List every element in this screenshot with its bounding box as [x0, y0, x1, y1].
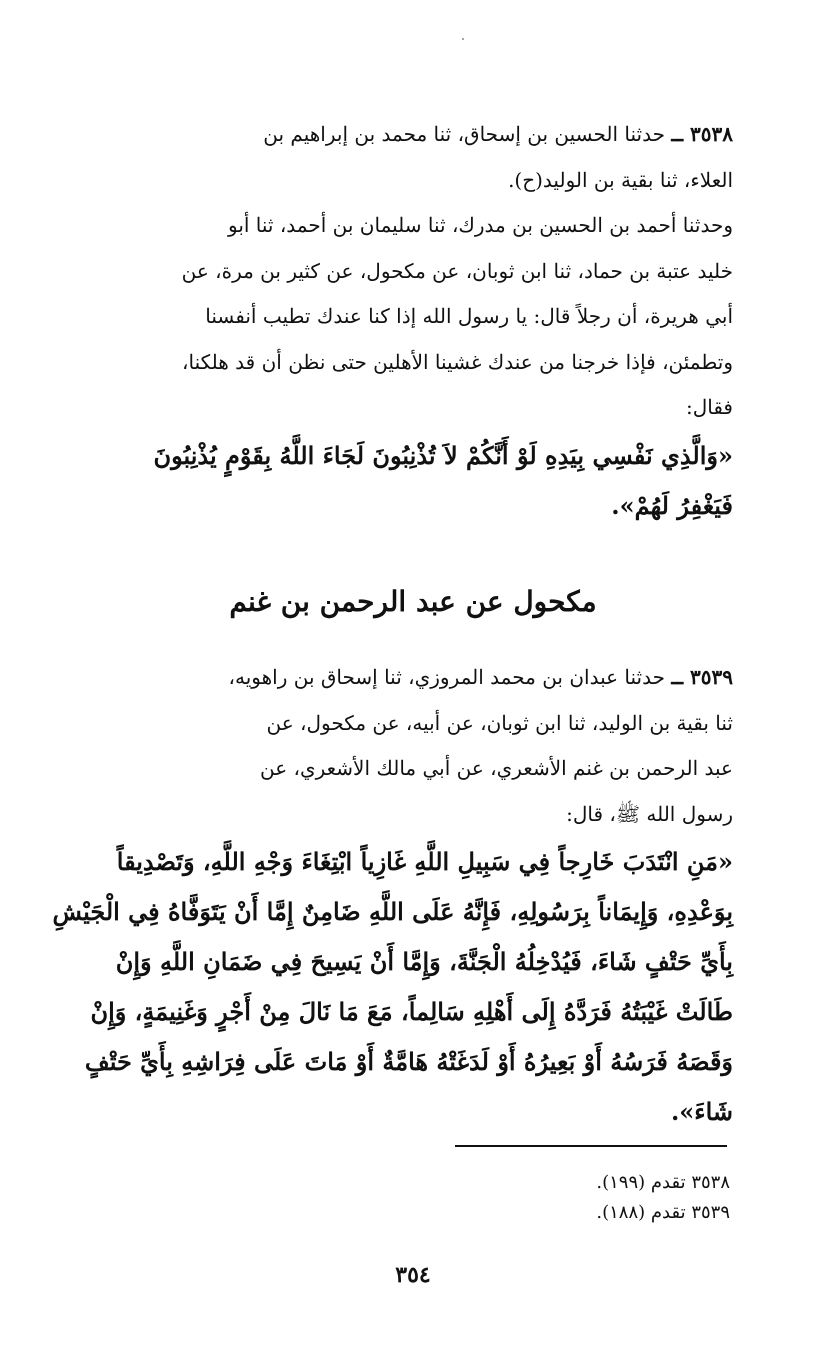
isnad-line: عبد الرحمن بن غنم الأشعري، عن أبي مالك الأشعري، عن: [259, 756, 733, 780]
isnad-line: وتطمئن، فإذا خرجنا من عندك غشينا الأهلين حتى نظن أن قد هلكنا،: [182, 349, 733, 374]
footnote-3539: ٣٥٣٩ تقدم (١٨٨).: [596, 1202, 730, 1223]
section-title: مكحول عن عبد الرحمن بن غنم: [229, 585, 597, 618]
entry-number: ٣٥٣٩ ــ: [671, 665, 733, 689]
page-number: ٣٥٤: [395, 1262, 431, 1288]
footnote-3538: ٣٥٣٨ تقدم (١٩٩).: [596, 1172, 730, 1193]
isnad-line: [38, 112, 733, 158]
isnad-line: خليد عتبة بن حماد، ثنا ابن ثوبان، عن مكحول، عن كثير بن مرة، عن: [181, 258, 733, 283]
isnad-line: أبي هريرة، أن رجلاً قال: يا رسول الله إذا كنا عندك تطيب أنفسنا: [205, 304, 733, 328]
hadith-matn-line: شَاءَ».: [670, 1097, 733, 1126]
isnad-line: [38, 655, 733, 701]
hadith-entry-3538: [38, 112, 733, 531]
footnotes: [440, 1168, 730, 1228]
isnad-line: رسول الله ﷺ، قال:: [566, 801, 733, 826]
hadith-matn-line: «مَنِ انْتَدَبَ خَارِجاً فِي سَبِيلِ اللَّهِ غَازِياً ابْتِغَاءَ وَجْهِ اللَّهِ، وَتَصْدِيقاً: [116, 847, 733, 876]
entry-number: ٣٥٣٨ ــ: [671, 122, 733, 146]
hadith-matn-line: «وَالَّذِي نَفْسِي بِيَدِهِ لَوْ أَنَّكُمْ لاَ تُذْنِبُونَ لَجَاءَ اللَّهُ بِقَوْمٍ يُذْنِبُونَ: [153, 440, 733, 470]
hadith-matn-line: بِوَعْدِهِ، وَإِيمَاناً بِرَسُولِهِ، فَإِنَّهُ عَلَى اللَّهِ ضَامِنٌ إِمَّا أَنْ يَتَوَفَّاهُ فِي الْجَيْشِ: [52, 897, 733, 926]
isnad-line: ثنا بقية بن الوليد، ثنا ابن ثوبان، عن أبيه، عن مكحول، عن: [266, 710, 733, 735]
isnad-text: حدثنا عبدان بن محمد المروزي، ثنا إسحاق بن راهويه،: [228, 665, 665, 689]
isnad-line: فقال:: [685, 395, 733, 419]
isnad-line: وحدثنا أحمد بن الحسين بن مدرك، ثنا سليمان بن أحمد، ثنا أبو: [227, 213, 733, 237]
hadith-matn-line: طَالَتْ غَيْبَتُهُ فَرَدَّهُ إِلَى أَهْلِهِ سَالِماً، مَعَ مَا نَالَ مِنْ أَجْرٍ وَغَنِيمَةٍ، وَإِنْ: [90, 997, 733, 1026]
hadith-matn-line: فَيَغْفِرُ لَهُمْ».: [611, 490, 733, 520]
isnad-text: حدثنا الحسين بن إسحاق، ثنا محمد بن إبراهيم بن: [263, 122, 665, 146]
hadith-matn-line: وَقَصَهُ فَرَسُهُ أَوْ بَعِيرُهُ أَوْ لَدَغَتْهُ هَامَّةٌ أَوْ مَاتَ عَلَى فِرَاشِهِ بِأَيِّ حَتْفٍ: [84, 1047, 733, 1076]
footnote-separator: [455, 1145, 727, 1147]
hadith-matn-line: بِأَيِّ حَتْفٍ شَاءَ، فَيُدْخِلُهُ الْجَنَّةَ، وَإِمَّا أَنْ يَسِيحَ فِي ضَمَانِ اللَّهِ وَإِنْ: [115, 947, 733, 976]
hadith-entry-3539: [38, 655, 733, 1137]
scan-speck: [462, 38, 464, 40]
isnad-line: العلاء، ثنا بقية بن الوليد(ح).: [508, 167, 733, 192]
